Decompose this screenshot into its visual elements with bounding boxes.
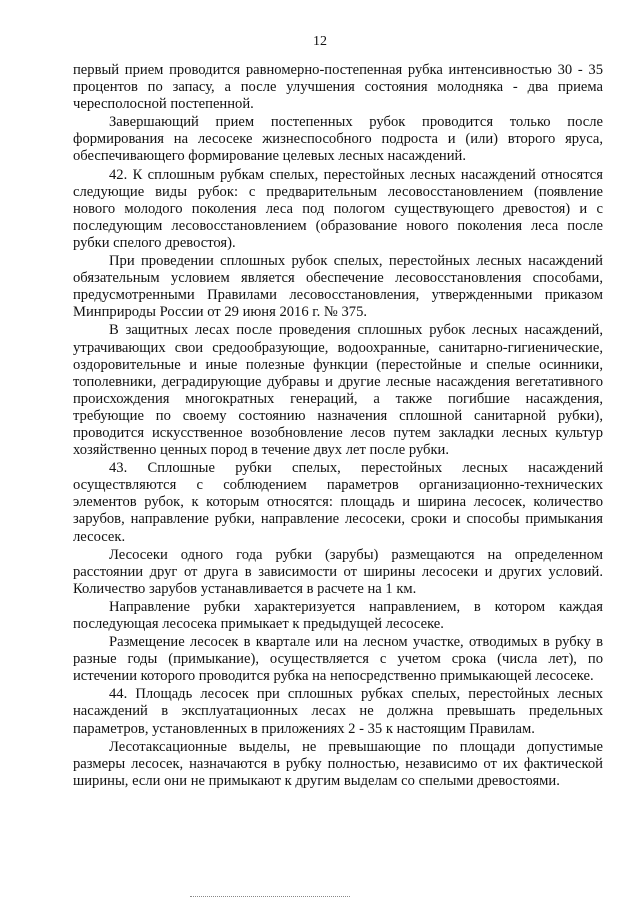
paragraph-6: 43. Сплошные рубки спелых, перестойных лесных насаждений осуществляются с соблюдением параметров организационно-технических элементов рубок, к которым относятся: площадь и ширина лесосек, количество зарубов, направление рубки, направление лесосеки, сроки и способы примыкания лесосек.	[73, 460, 603, 545]
paragraph-11: Лесотаксационные выделы, не превышающие по площади допустимые размеры лесосек, назначаются в рубку полностью, независимо от их фактической ширины, если они не примыкают к другим выделам со спелыми древостоями.	[73, 738, 603, 789]
paragraph-2: Завершающий прием постепенных рубок проводится только после формирования на лесосеке жизнеспособного подроста и (или) второго яруса, обеспечивающего формирование целевых лесных насаждений.	[73, 114, 603, 165]
footer-divider	[190, 896, 350, 897]
paragraph-10: 44. Площадь лесосек при сплошных рубках спелых, перестойных лесных насаждений в эксплуатационных лесах не должна превышать предельных параметров, установленных в приложениях 2 - 35 к настоящим Правилам.	[73, 686, 603, 737]
paragraph-5: В защитных лесах после проведения сплошных рубок лесных насаждений, утрачивающих свои средообразующие, водоохранные, санитарно-гигиенические, оздоровительные и иные полезные функции (перестойные и спелые осинники, тополевники, деградирующие дубравы и другие лесные насаждения вегетативного происхождения многократных генераций, а также погибшие насаждения, требующие по своему состоянию назначения сплошной санитарной рубки), проводится искусственное возобновление лесов путем закладки лесных культур хозяйственно ценных пород в течение двух лет после рубки.	[73, 322, 603, 459]
paragraph-8: Направление рубки характеризуется направлением, в котором каждая последующая лесосека примыкает к предыдущей лесосеке.	[73, 598, 603, 632]
paragraph-1: первый прием проводится равномерно-постепенная рубка интенсивностью 30 - 35 процентов по запасу, а после улучшения состояния молодняка - два приема чересполосной постепенной.	[73, 62, 603, 113]
paragraph-3: 42. К сплошным рубкам спелых, перестойных лесных насаждений относятся следующие виды рубок: с предварительным лесовосстановлением (появление нового молодого поколения леса под пологом существующего древостоя) и с последующим лесовосстановлением (образование нового поколения леса после рубки спелого древостоя).	[73, 166, 603, 251]
document-body	[73, 62, 603, 790]
paragraph-9: Размещение лесосек в квартале или на лесном участке, отводимых в рубку в разные годы (примыкание), осуществляется с учетом срока (числа лет), по истечении которого проводится рубка на непосредственно примыкающей лесосеке.	[73, 634, 603, 685]
page-number: 12	[313, 34, 327, 49]
paragraph-4: При проведении сплошных рубок спелых, перестойных лесных насаждений обязательным условием является обеспечение лесовосстановления способами, предусмотренными Правилами лесовосстановления, утвержденными приказом Минприроды России от 29 июня 2016 г. № 375.	[73, 253, 603, 321]
paragraph-7: Лесосеки одного года рубки (зарубы) размещаются на определенном расстоянии друг от друга в зависимости от ширины лесосеки и других условий. Количество зарубов устанавливается в расчете на 1 км.	[73, 546, 603, 597]
